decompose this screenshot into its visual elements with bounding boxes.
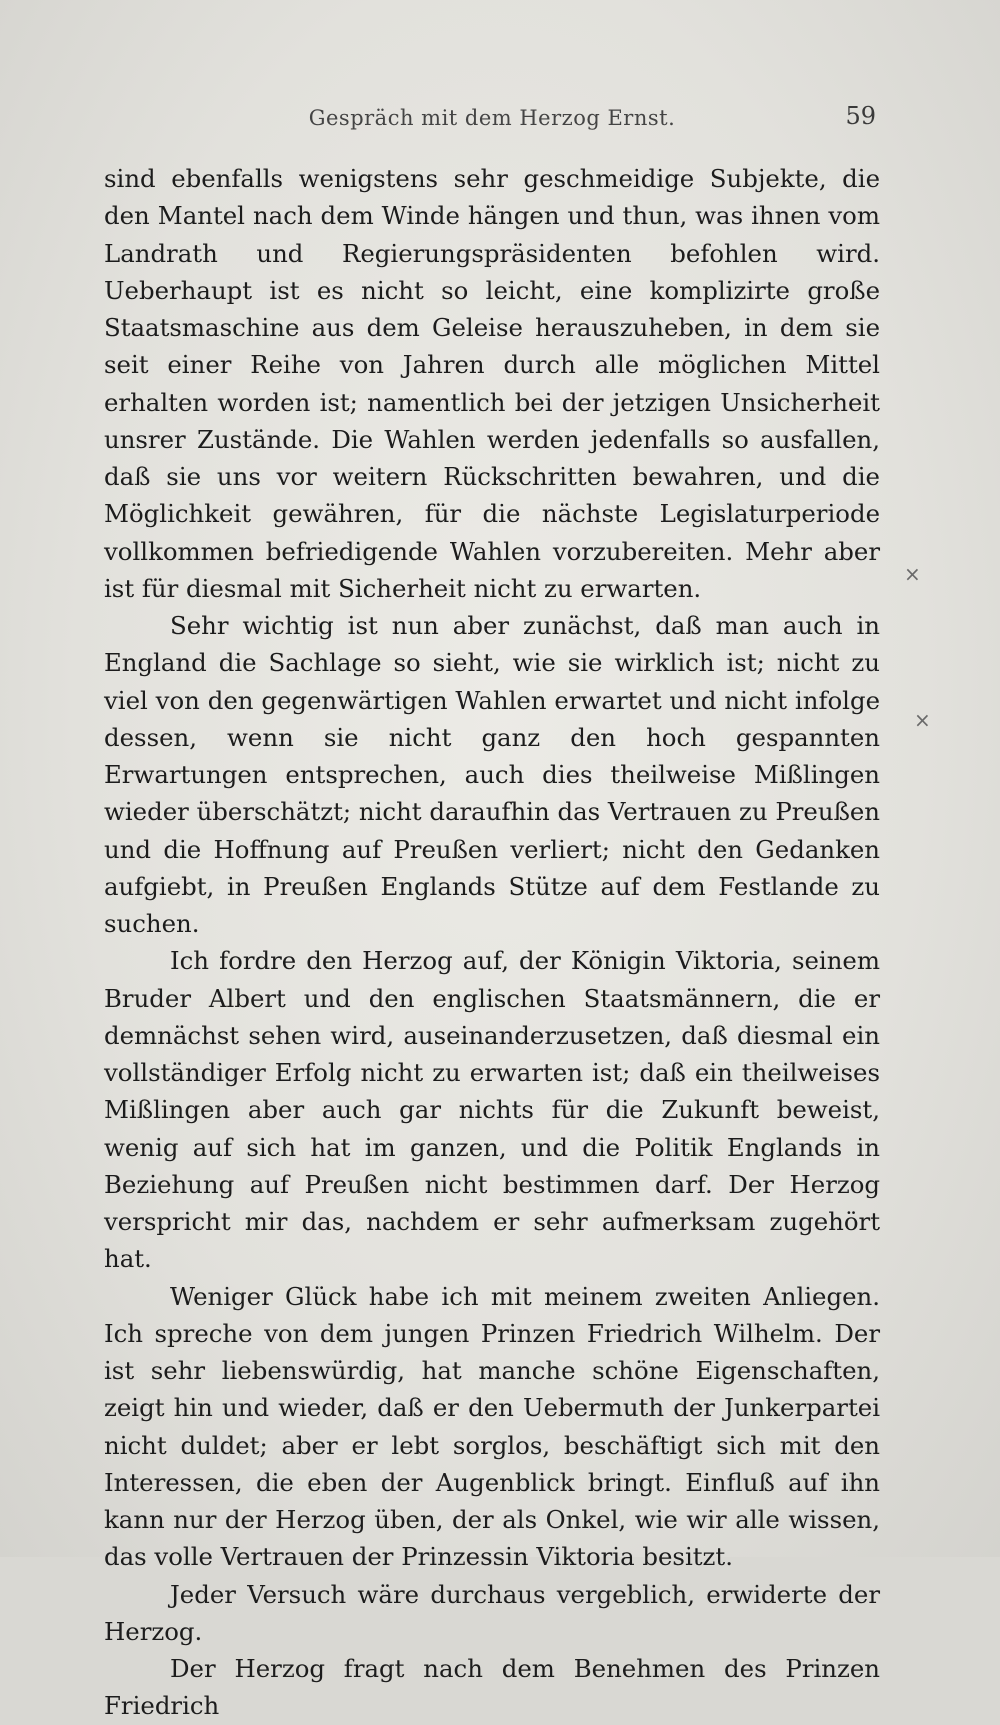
body-text <box>104 160 880 1725</box>
paragraph-3: Ich fordre den Herzog auf, der Königin Viktoria, seinem Bruder Albert und den englischen Staatsmännern, die er demnächst sehen wird, auseinanderzusetzen, daß diesmal ein vollständiger Erfolg nicht zu erwarten ist; daß ein theilweises Mißlingen aber auch gar nichts für die Zukunft beweist, wenig auf sich hat im ganzen, und die Politik Englands in Beziehung auf Preußen nicht bestimmen darf. Der Herzog verspricht mir das, nachdem er sehr aufmerksam zugehört hat. <box>104 946 880 1274</box>
paragraph-5: Jeder Versuch wäre durchaus vergeblich, erwiderte der Herzog. <box>104 1579 880 1646</box>
page-number: 59 <box>845 102 876 130</box>
running-title: Gespräch mit dem Herzog Ernst. <box>308 106 676 130</box>
paragraph-6: Der Herzog fragt nach dem Benehmen des Prinzen Friedrich <box>104 1654 880 1721</box>
page-header <box>104 100 880 140</box>
paragraph-4: Weniger Glück habe ich mit meinem zweiten Anliegen. Ich spreche von dem jungen Prinzen Friedrich Wilhelm. Der ist sehr liebenswürdig, hat manche schöne Eigenschaften, zeigt hin und wieder, daß er den Uebermuth der Junkerpartei nicht duldet; aber er lebt sorglos, beschäftigt sich mit den Interessen, die eben der Augenblick bringt. Einfluß auf ihn kann nur der Herzog üben, der als Onkel, wie wir alle wissen, das volle Vertrauen der Prinzessin Viktoria besitzt. <box>104 1281 880 1572</box>
margin-cross-mark: × <box>904 562 921 586</box>
margin-cross-mark: × <box>914 708 931 732</box>
paragraph-2: Sehr wichtig ist nun aber zunächst, daß man auch in England die Sachlage so sieht, wie sie wirklich ist; nicht zu viel von den gegenwärtigen Wahlen erwartet und nicht infolge dessen, wenn sie nicht ganz den hoch gespannten Erwartungen entsprechen, auch dies theilweise Mißlingen wieder überschätzt; nicht daraufhin das Vertrauen zu Preußen und die Hoffnung auf Preußen verliert; nicht den Gedanken aufgiebt, in Preußen Englands Stütze auf dem Festlande zu suchen. <box>104 611 880 938</box>
paragraph-1: sind ebenfalls wenigstens sehr geschmeidige Subjekte, die den Mantel nach dem Winde hängen und thun, was ihnen vom Landrath und Regierungspräsidenten befohlen wird. Ueberhaupt ist es nicht so leicht, eine komplizirte große Staatsmaschine aus dem Geleise herauszuheben, in dem sie seit einer Reihe von Jahren durch alle möglichen Mittel erhalten worden ist; namentlich bei der jetzigen Unsicherheit unsrer Zustände. Die Wahlen werden jedenfalls so ausfallen, daß sie uns vor weitern Rückschritten bewahren, und die Möglichkeit gewähren, für die nächste Legislaturperiode vollkommen befriedigende Wahlen vorzubereiten. Mehr aber ist für diesmal mit Sicherheit nicht zu erwarten. <box>104 164 880 603</box>
